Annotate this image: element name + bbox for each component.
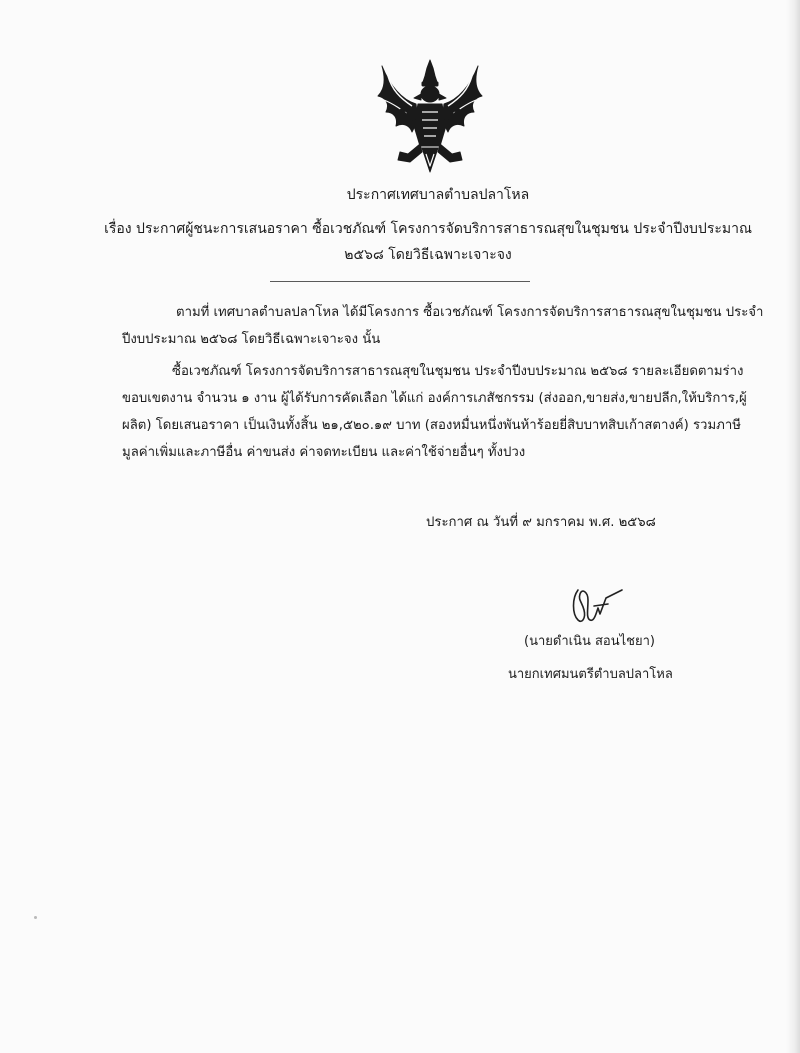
scan-dust-mark bbox=[34, 916, 37, 919]
paragraph-2-line-3: ผลิต) โดยเสนอราคา เป็นเงินทั้งสิ้น ๒๑,๕๒๐.๑๙ บาท (สองหมื่นหนึ่งพันห้าร้อยยี่สิบบาทสิบเก้าสตางค์) รวมภาษี bbox=[122, 418, 741, 433]
paragraph-2-line-1: ซื้อเวชภัณฑ์ โครงการจัดบริการสาธารณสุขในชุมชน ประจำปีงบประมาณ ๒๕๖๘ รายละเอียดตามร่าง bbox=[172, 364, 744, 379]
divider-line bbox=[270, 281, 530, 282]
signatory-position: นายกเทศมนตรีตำบลปลาโหล bbox=[508, 667, 673, 682]
announcement-date: ประกาศ ณ วันที่ ๙ มกราคม พ.ศ. ๒๕๖๘ bbox=[426, 515, 656, 530]
subject-line-1: เรื่อง ประกาศผู้ชนะการเสนอราคา ซื้อเวชภัณฑ์ โครงการจัดบริการสาธารณสุขในชุมชน ประจำปีงบประมาณ bbox=[104, 221, 752, 237]
paragraph-2-line-2: ขอบเขตงาน จำนวน ๑ งาน ผู้ได้รับการคัดเลือก ได้แก่ องค์การเภสัชกรรม (ส่งออก,ขายส่ง,ขายปลีก,ให้บริการ,ผู้ bbox=[122, 391, 747, 406]
handwritten-signature-icon bbox=[564, 584, 626, 630]
signatory-name: (นายดำเนิน สอนไชยา) bbox=[524, 634, 655, 649]
document-title: ประกาศเทศบาลตำบลปลาโหล bbox=[346, 187, 530, 203]
paragraph-1-line-1: ตามที่ เทศบาลตำบลปลาโหล ได้มีโครงการ ซื้อเวชภัณฑ์ โครงการจัดบริการสาธารณสุขในชุมชน ประจำ bbox=[176, 305, 764, 320]
garuda-emblem-icon bbox=[372, 56, 488, 174]
subject-line-2: ๒๕๖๘ โดยวิธีเฉพาะเจาะจง bbox=[344, 247, 512, 263]
paragraph-2-line-4: มูลค่าเพิ่มและภาษีอื่น ค่าขนส่ง ค่าจดทะเบียน และค่าใช้จ่ายอื่นๆ ทั้งปวง bbox=[122, 445, 526, 460]
paragraph-1-line-2: ปีงบประมาณ ๒๕๖๘ โดยวิธีเฉพาะเจาะจง นั้น bbox=[122, 332, 381, 347]
